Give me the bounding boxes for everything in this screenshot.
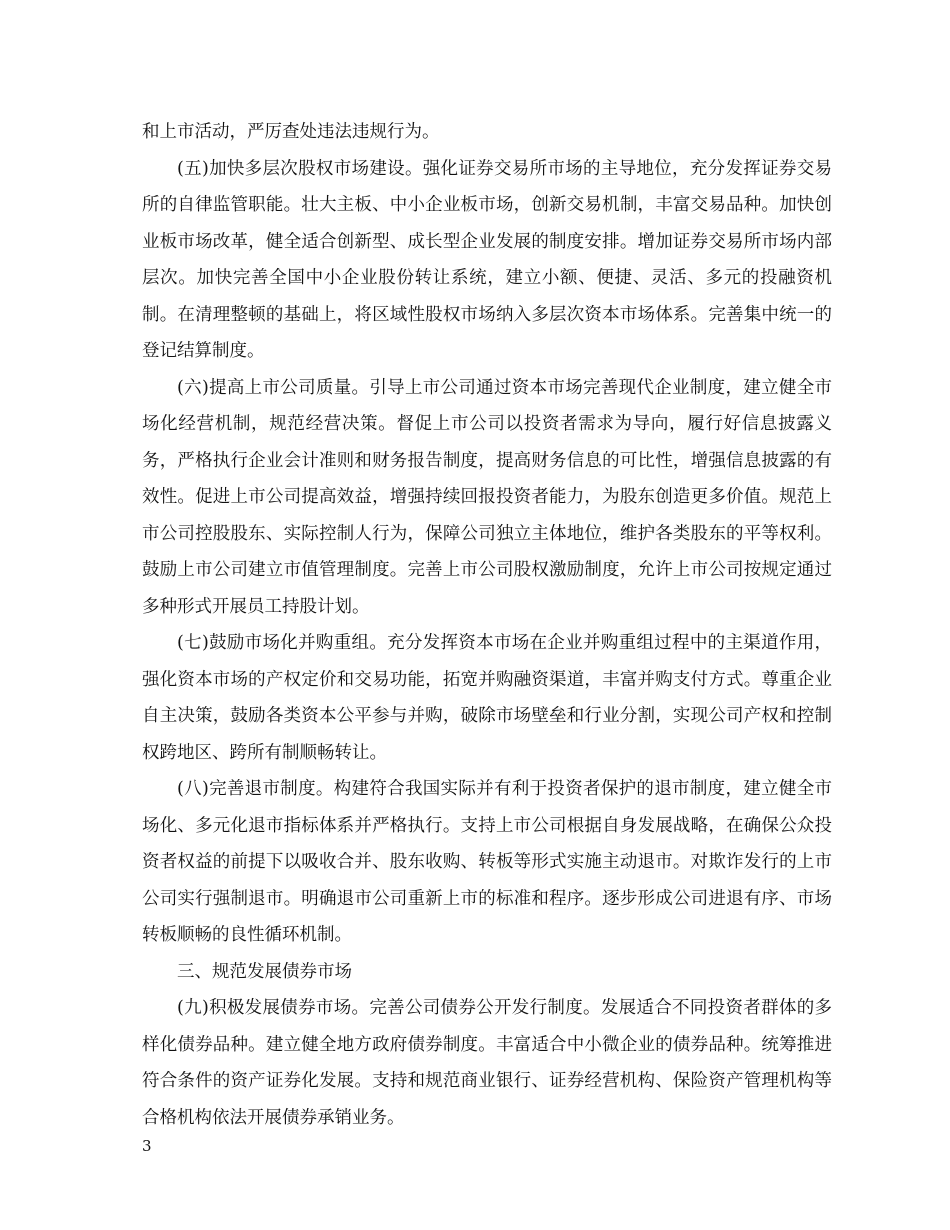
paragraph-9: (九)积极发展债券市场。完善公司债券公开发行制度。发展适合不同投资者群体的多样化债券品种。建立健全地方政府债券制度。丰富适合中小微企业的债券品种。统筹推进符合条件的资产证券化发展。支持和规范商业银行、证券经营机构、保险资产管理机构等合格机构依法开展债券承销业务。 <box>142 998 832 1128</box>
paragraph-8: (八)完善退市制度。构建符合我国实际并有利于投资者保护的退市制度，建立健全市场化、多元化退市指标体系并严格执行。支持上市公司根据自身发展战略，在确保公众投资者权益的前提下以吸收合并、股东收购、转板等形式实施主动退市。对欺诈发行的上市公司实行强制退市。明确退市公司重新上市的标准和程序。逐步形成公司进退有序、市场转板顺畅的良性循环机制。 <box>142 779 832 945</box>
page-number: 3 <box>142 1137 152 1155</box>
body-text <box>142 114 832 1136</box>
paragraph-7: (七)鼓励市场化并购重组。充分发挥资本市场在企业并购重组过程中的主渠道作用，强化资本市场的产权定价和交易功能，拓宽并购融资渠道，丰富并购支付方式。尊重企业自主决策，鼓励各类资本公平参与并购，破除市场壁垒和行业分割，实现公司产权和控制权跨地区、跨所有制顺畅转让。 <box>142 633 832 763</box>
paragraph-continuation: 和上市活动，严厉查处违法违规行为。 <box>142 122 440 142</box>
paragraph-6: (六)提高上市公司质量。引导上市公司通过资本市场完善现代企业制度，建立健全市场化经营机制，规范经营决策。督促上市公司以投资者需求为导向，履行好信息披露义务，严格执行企业会计准则和财务报告制度，提高财务信息的可比性，增强信息披露的有效性。促进上市公司提高效益，增强持续回报投资者能力，为股东创造更多价值。规范上市公司控股股东、实际控制人行为，保障公司独立主体地位，维护各类股东的平等权利。鼓励上市公司建立市值管理制度。完善上市公司股权激励制度，允许上市公司按规定通过多种形式开展员工持股计划。 <box>142 377 832 617</box>
paragraph-5: (五)加快多层次股权市场建设。强化证券交易所市场的主导地位，充分发挥证券交易所的自律监管职能。壮大主板、中小企业板市场，创新交易机制，丰富交易品种。加快创业板市场改革，健全适合创新型、成长型企业发展的制度安排。增加证券交易所市场内部层次。加快完善全国中小企业股份转让系统，建立小额、便捷、灵活、多元的投融资机制。在清理整顿的基础上，将区域性股权市场纳入多层次资本市场体系。完善集中统一的登记结算制度。 <box>142 158 832 361</box>
section-heading: 三、规范发展债券市场 <box>177 961 352 982</box>
